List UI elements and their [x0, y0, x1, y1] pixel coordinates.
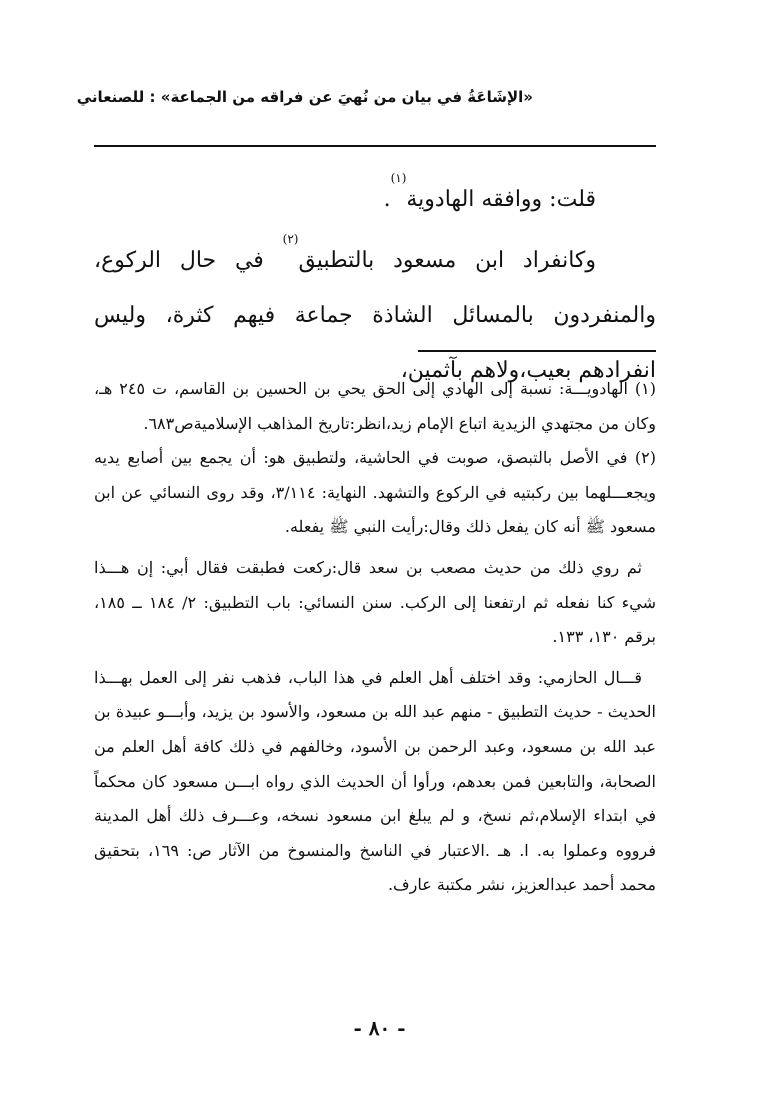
- footnote-ref-2[interactable]: (٢): [282, 232, 299, 246]
- paragraph-1-text: قلت: ووافقه الهادوية: [406, 187, 596, 212]
- footnote-1: (١) الهادويـــة: نسبة إلى الهادي إلى الحق يحي بن الحسين بن القاسم، ت ٢٤٥ هـ، وكان من مجتهدي الزيدية اتباع الإمام زيد،انظر:تاريخ المذاهب الإسلاميةص٦٨٣.: [94, 379, 656, 433]
- footnotes: [94, 372, 656, 903]
- main-text: [94, 172, 656, 398]
- footnote-ref-1[interactable]: (١): [390, 171, 407, 185]
- header-rule: [94, 145, 656, 147]
- footnote-2-continuation: ثم روي ذلك من حديث مصعب بن سعد قال:ركعت فطبقت فقال أبي: إن هـــذا شيء كنا نفعله ثم ارتفعنا إلى الركب. سنن النسائي: باب التطبيق: ٢/ ١٨٤ ــ ١٨٥، برقم ١٣٠، ١٣٣.: [94, 557, 657, 647]
- running-header: «الإشَاعَةُ في بيان من نُهيَ عن فراقه من الجماعة» : للصنعاني: [76, 88, 533, 106]
- paragraph-1: [94, 172, 656, 227]
- paragraph-2-text-b: في حال الركوع، والمنفردون بالمسائل الشاذة جماعة فيهم كثرة، وليس انفرادهم بعيب،ولاهم بآثمين،: [94, 248, 656, 383]
- page-number: - ٨٠ -: [353, 1016, 406, 1040]
- paragraph-2-text-a: وكانفراد ابن مسعود بالتطبيق: [298, 248, 597, 273]
- footnote-separator: [418, 350, 656, 352]
- footnote-2: (٢) في الأصل بالتبصق، صوبت في الحاشية، ولتطبيق هو: أن يجمع بين أصابع يديه ويجعـــلهما بين ركبتيه في الركوع والتشهد. النهاية: ٣/١١٤، وقد روى النسائي عن ابن مسعود ﷺ أنه كان يفعل ذلك وقال:رأيت النبي ﷺ يفعله.: [94, 448, 657, 537]
- footnote-2-hazimi: قـــال الحازمي: وقد اختلف أهل العلم في هذا الباب، فذهب نفر إلى العمل بهـــذا الحديث - حديث التطبيق - منهم عبد الله بن مسعود، والأسود بن يزيد، وأبـــو عبيدة بن عبد الله بن مسعود، وعبد الرحمن بن الأسود، وخالفهم في ذلك كافة أهل العلم من الصحابة، والتابعين فمن بعدهم، ورأوا أن الحديث الذي رواه ابـــن مسعود كان محكماً في ابتداء الإسلام،ثم نسخ، و لم يبلغ ابن مسعود نسخه، وعـــرف ذلك أهل المدينة فرووه وعملوا به. ا. هـ .الاعتبار في الناسخ والمنسوخ من الآثار ص: ١٦٩، بتحقيق محمد أحمد عبدالعزيز، نشر مكتبة عارف.: [94, 667, 657, 895]
- paragraph-1-end: .: [383, 187, 391, 212]
